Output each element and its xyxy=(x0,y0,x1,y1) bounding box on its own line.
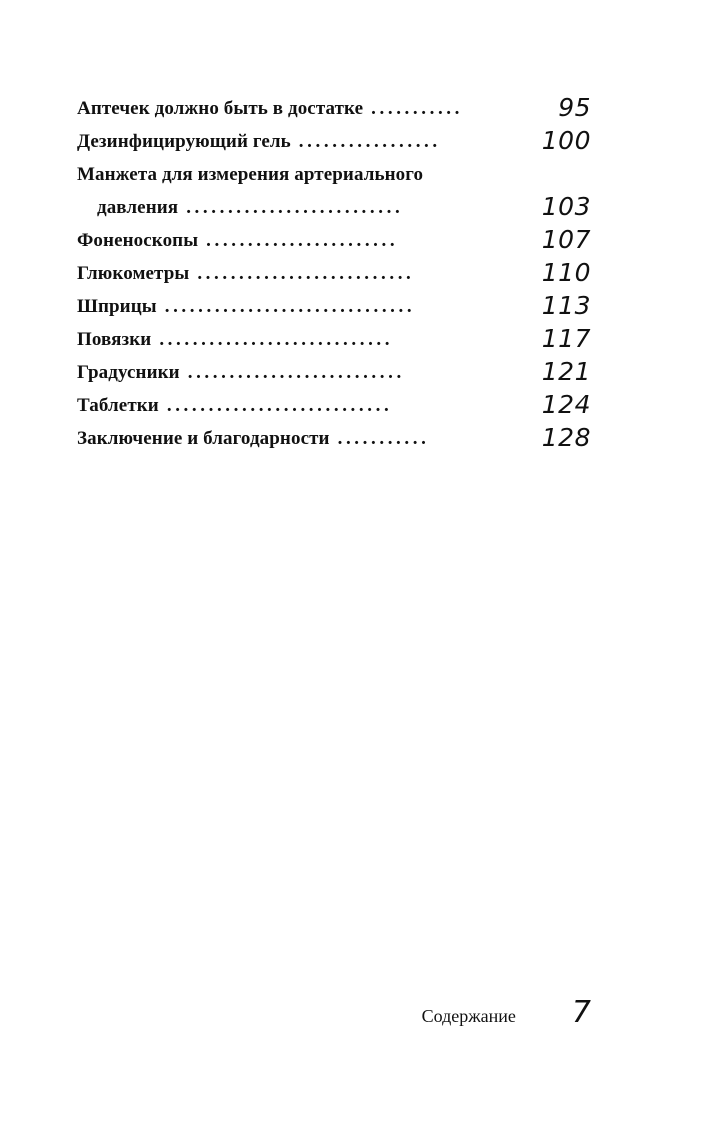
toc-entry-title: Фоненоскопы xyxy=(77,230,199,251)
toc-entry-page: 103 xyxy=(541,192,591,221)
toc-entry[interactable] xyxy=(77,389,591,422)
toc-entry-title: Аптечек должно быть в достатке xyxy=(77,98,364,119)
toc-entry-title: Дезинфицирующий гель xyxy=(77,131,291,152)
toc-leader-dots: ........... xyxy=(337,428,430,449)
toc-entry-page: 117 xyxy=(541,324,591,353)
toc-entry[interactable] xyxy=(77,290,591,323)
toc-entry-title: Глюкометры xyxy=(77,263,190,284)
page-footer xyxy=(0,996,591,1030)
toc-leader-dots: .......................... xyxy=(197,263,415,284)
toc-leader-dots: ........................... xyxy=(166,395,393,416)
toc-leader-dots: .......................... xyxy=(187,362,405,383)
toc-leader-dots: ................. xyxy=(298,131,441,152)
toc-entry-title: Манжета для измерения артериального xyxy=(77,164,424,185)
toc-entry[interactable] xyxy=(77,257,591,290)
toc-entry-title: Заключение и благодарности xyxy=(77,428,330,449)
toc-entry[interactable] xyxy=(77,158,591,191)
toc-entry-title: Повязки xyxy=(77,329,152,350)
table-of-contents xyxy=(77,92,591,455)
toc-leader-dots: ........... xyxy=(371,98,463,119)
toc-entry[interactable] xyxy=(77,422,591,455)
toc-entry-page: 113 xyxy=(541,291,591,320)
toc-leader-dots: ............................ xyxy=(159,329,394,350)
toc-entry-title: Градусники xyxy=(77,362,180,383)
toc-entry-title: Шприцы xyxy=(77,296,157,317)
toc-entry-page: 110 xyxy=(541,258,591,287)
toc-entry-title: Таблетки xyxy=(77,395,159,416)
toc-entry[interactable] xyxy=(77,125,591,158)
toc-entry-page: 124 xyxy=(541,390,591,419)
toc-entry-page: 95 xyxy=(558,93,591,122)
toc-entry[interactable] xyxy=(77,224,591,257)
toc-leader-dots: .......................... xyxy=(186,197,404,218)
toc-entry-page: 128 xyxy=(541,423,591,452)
toc-entry-page: 121 xyxy=(541,357,591,386)
toc-entry[interactable] xyxy=(77,92,591,125)
toc-leader-dots: ....................... xyxy=(206,230,399,251)
toc-entry-title: давления xyxy=(97,197,179,218)
toc-entry[interactable] xyxy=(77,356,591,389)
toc-entry-continuation[interactable] xyxy=(77,191,591,224)
running-footer-section: Содержание xyxy=(421,1006,516,1026)
toc-entry-page: 100 xyxy=(541,126,591,155)
toc-leader-dots: .............................. xyxy=(164,296,416,317)
toc-entry[interactable] xyxy=(77,323,591,356)
toc-entry-page: 107 xyxy=(541,225,591,254)
page-number: 7 xyxy=(571,995,591,1030)
